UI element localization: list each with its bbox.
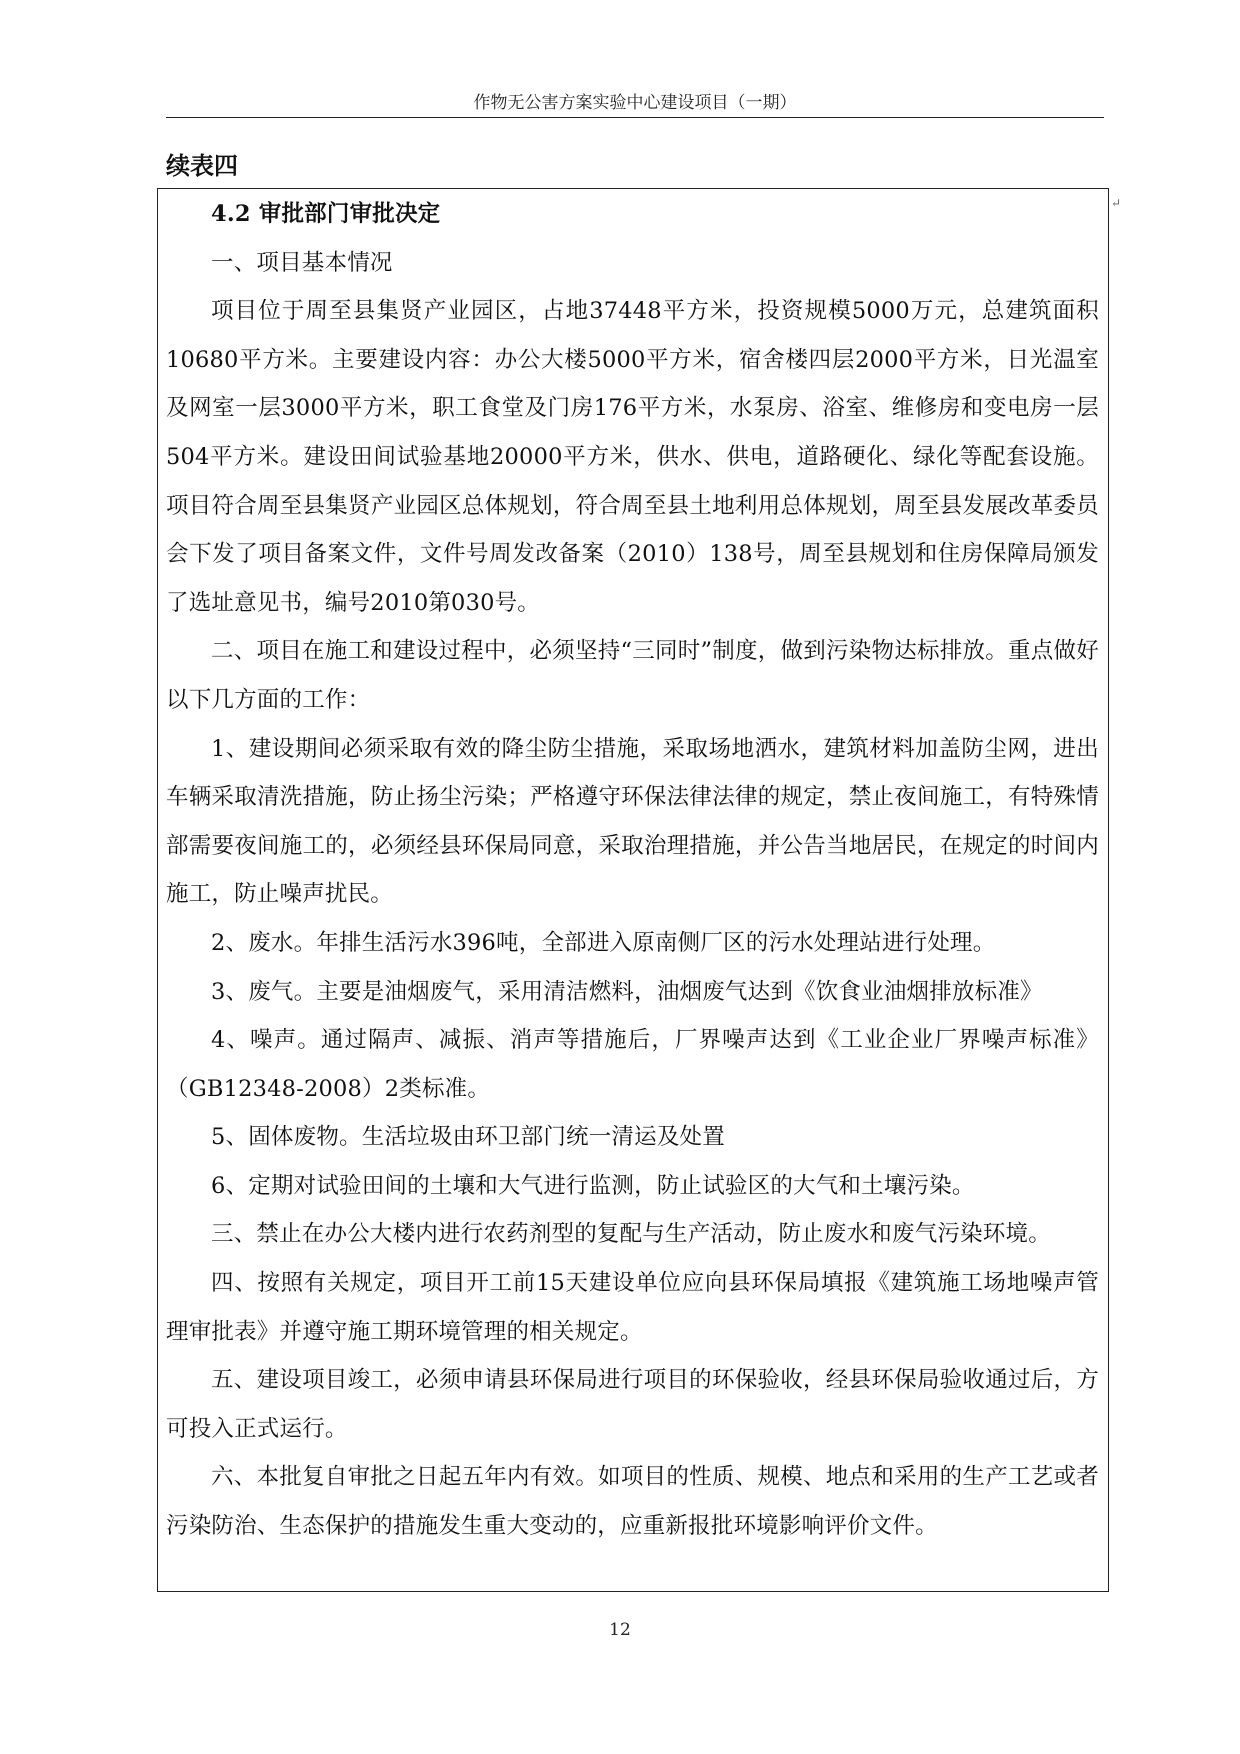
paragraph-9: 6、定期对试验田间的土壤和大气进行监测，防止试验区的大气和土壤污染。 xyxy=(211,1172,975,1199)
paragraph-13: 六、本批复自审批之日起五年内有效。如项目的性质、规模、地点和采用的生产工艺或者污染防治、生态保护的措施发生重大变动的，应重新报批环境影响评价文件。 xyxy=(166,1464,1099,1540)
paragraph-10: 三、禁止在办公大楼内进行农药剂型的复配与生产活动，防止废水和废气污染环境。 xyxy=(211,1221,1051,1248)
paragraph-mark-icon: ↵ xyxy=(1111,196,1122,210)
paragraph-12: 五、建设项目竣工，必须申请县环保局进行项目的环保验收，经县环保局验收通过后，方可投入正式运行。 xyxy=(166,1367,1099,1442)
header-rule xyxy=(166,117,1104,118)
paragraph-4: 1、建设期间必须采取有效的降尘防尘措施，采取场地洒水，建筑材料加盖防尘网，进出车辆采取清洗措施，防止扬尘污染；严格遵守环保法律法律的规定，禁止夜间施工，有特殊情部需要夜间施工的，必须经县环保局同意，采取治理措施，并公告当地居民，在规定的时间内施工，防止噪声扰民。 xyxy=(166,735,1099,908)
running-header: 作物无公害方案实验中心建设项目（一期） xyxy=(473,93,797,113)
paragraph-11: 四、按照有关规定，项目开工前15天建设单位应向县环保局填报《建筑施工场地噪声管理审批表》并遵守施工期环境管理的相关规定。 xyxy=(166,1270,1099,1345)
paragraph-8: 5、固体废物。生活垃圾由环卫部门统一清运及处置 xyxy=(211,1124,725,1151)
paragraph-7: 4、噪声。通过隔声、减振、消声等措施后，厂界噪声达到《工业企业厂界噪声标准》（GB12348-2008）2类标准。 xyxy=(166,1027,1099,1102)
paragraph-6: 3、废气。主要是油烟废气，采用清洁燃料，油烟废气达到《饮食业油烟排放标准》 xyxy=(211,978,1043,1005)
paragraph-5: 2、废水。年排生活污水396吨，全部进入原南侧厂区的污水处理站进行处理。 xyxy=(211,929,996,956)
paragraph-3: 二、项目在施工和建设过程中，必须坚持“三同时”制度，做到污染物达标排放。重点做好以下几方面的工作： xyxy=(166,638,1099,713)
section-label: 续表四 xyxy=(166,151,238,180)
page-number: 12 xyxy=(609,1620,631,1640)
approval-content xyxy=(166,190,1099,1551)
paragraph-2: 项目位于周至县集贤产业园区，占地37448平方米，投资规模5000万元，总建筑面积10680平方米。主要建设内容：办公大楼5000平方米，宿舍楼四层2000平方米，日光温室及网室一层3000平方米，职工食堂及门房176平方米，水泵房、浴室、维修房和变电房一层504平方米。建设田间试验基地20000平方米，供水、供电，道路硬化、绿化等配套设施。项目符合周至县集贤产业园区总体规划，符合周至县土地利用总体规划，周至县发展改革委员会下发了项目备案文件，文件号周发改备案（2010）138号，周至县规划和住房保障局颁发了选址意见书，编号2010第030号。 xyxy=(166,298,1099,616)
box-title: 4.2 审批部门审批决定 xyxy=(211,201,441,227)
paragraph-1: 一、项目基本情况 xyxy=(211,249,393,276)
